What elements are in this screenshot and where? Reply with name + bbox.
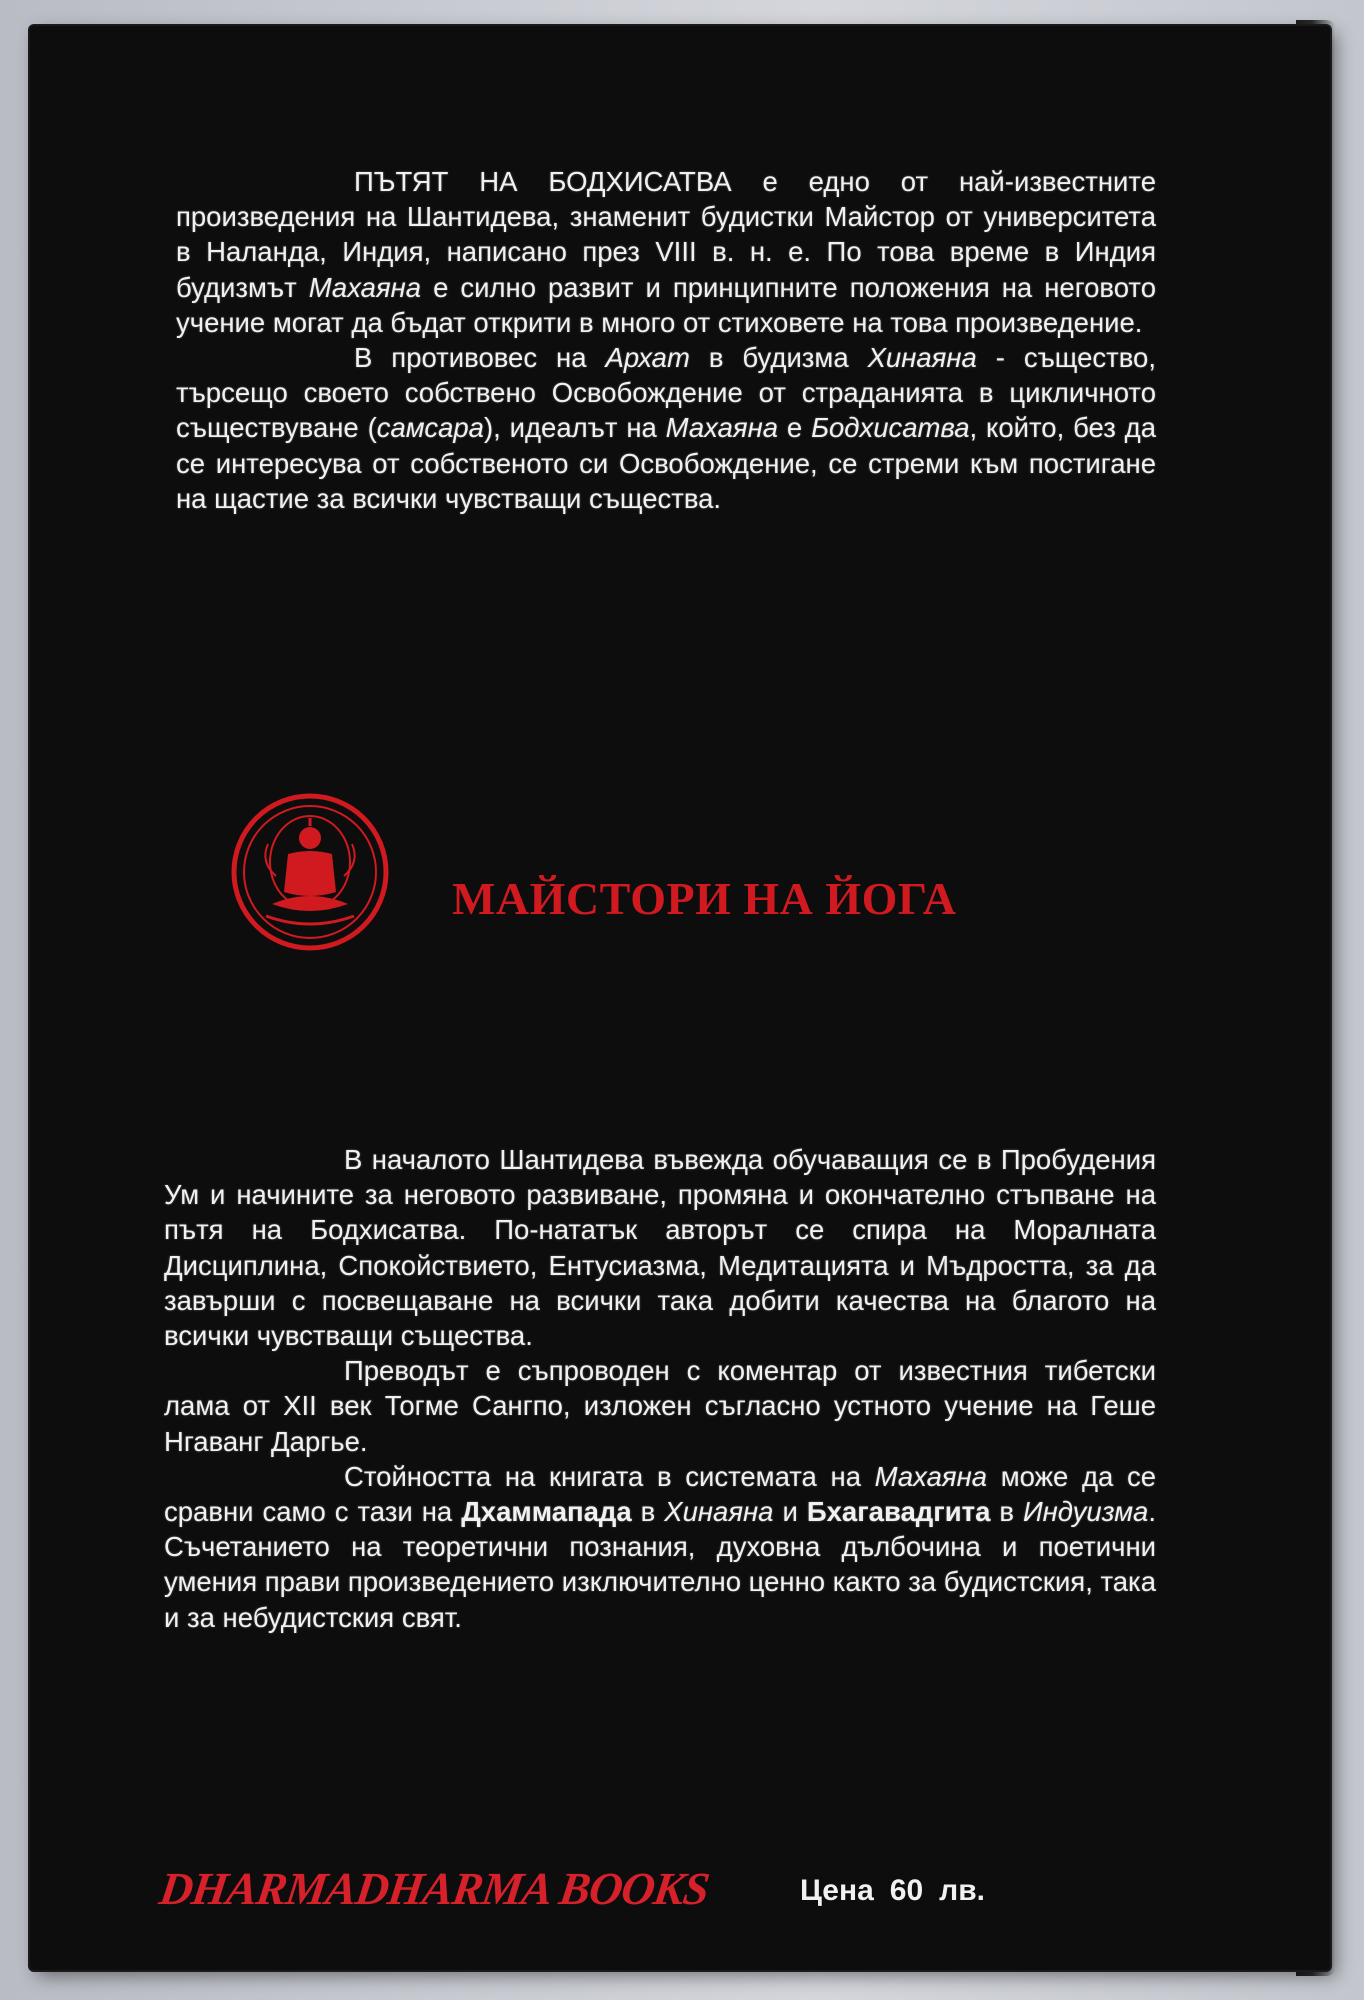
text-segment: в (631, 1496, 665, 1528)
text-segment: Архат (605, 342, 690, 374)
text-segment: Преводът е съпроводен с коментар от известния тибетски лама от XII век Тогме Сангпо, изложен съгласно устното учение на Геше Нгаванг Даргье. (164, 1355, 1156, 1457)
text-segment: В противовес на (354, 342, 606, 374)
paragraph (164, 1353, 1156, 1459)
text-segment: Хинаяна (867, 342, 977, 374)
text-segment: Дхаммапада (461, 1496, 632, 1528)
text-segment: и (773, 1496, 807, 1528)
text-segment: в (990, 1496, 1023, 1528)
publisher-logo: DHARMADHARMA BOOKS (156, 1863, 712, 1914)
text-segment: Хинаяна (664, 1496, 774, 1528)
price-amount: 60 (889, 1874, 924, 1907)
text-segment: . Съчетанието на теоретични познания, духовна дълбочина и поетични умения прави произведението изключително ценно както за будистския, така и за небудистския свят. (164, 1496, 1156, 1633)
paragraph (176, 164, 1156, 340)
text-segment: Бодхисатва (811, 412, 970, 444)
paragraph (164, 1459, 1156, 1635)
blurb-bottom (164, 1142, 1156, 1635)
text-segment: е (778, 412, 812, 444)
text-segment: Индуизма (1022, 1496, 1149, 1528)
text-segment: Стойността на книгата в системата на (344, 1460, 875, 1492)
text-segment: Махаяна (665, 412, 779, 444)
text-segment: В началото Шантидева въвежда обучаващия се в Пробудения Ум и начините за неговото развиване, промяна и окончателно стъпване на пътя на Бодхисатва. По-нататък авторът се спира на Моралната Дисциплина, Спокойствието, Ентусиазма, Медитацията и Мъдростта, за да завърши с посвещаване на всички така добити качества на благото на всички чувстващи същества. (164, 1144, 1156, 1352)
text-segment: , който, без да се интересува от собственото си Освобождение, се стреми към постигане на щастие за всички чувстващи същества. (176, 412, 1157, 514)
series-title: МАЙСТОРИ НА ЙОГА (452, 873, 957, 924)
text-segment: Махаяна (874, 1460, 988, 1492)
price-label: Цена (800, 1874, 874, 1907)
text-segment: Бхагавадгита (806, 1496, 991, 1528)
blurb-top (176, 164, 1156, 516)
paragraph (164, 1142, 1156, 1353)
text-segment: в будизма (689, 342, 868, 374)
text-segment: ПЪТЯТ НА БОДХИСАТВА е едно от най-известните произведения на Шантидева, знаменит будистки Майстор от университета в Наланда, Индия, написано през VIII в. н. е. По това време в Индия будизмът (176, 166, 1156, 303)
text-segment: самсара (376, 412, 484, 444)
price-tag (800, 1874, 1001, 1908)
text-segment: ), идеалът на (483, 412, 666, 444)
text-segment: - същество, търсещо своето собствено Освобождение от страданията в цикличното съществуване ( (176, 342, 1156, 444)
text-segment: може да се сравни само с тази на (164, 1460, 1156, 1528)
seated-buddha-emblem-icon (230, 792, 390, 952)
paragraph (176, 340, 1156, 516)
text-segment: е силно развит и принципните положения на неговото учение могат да бъдат открити в много от стиховете на това произведение. (176, 271, 1156, 338)
text-segment: Махаяна (308, 271, 422, 303)
price-currency: лв. (939, 1874, 985, 1907)
